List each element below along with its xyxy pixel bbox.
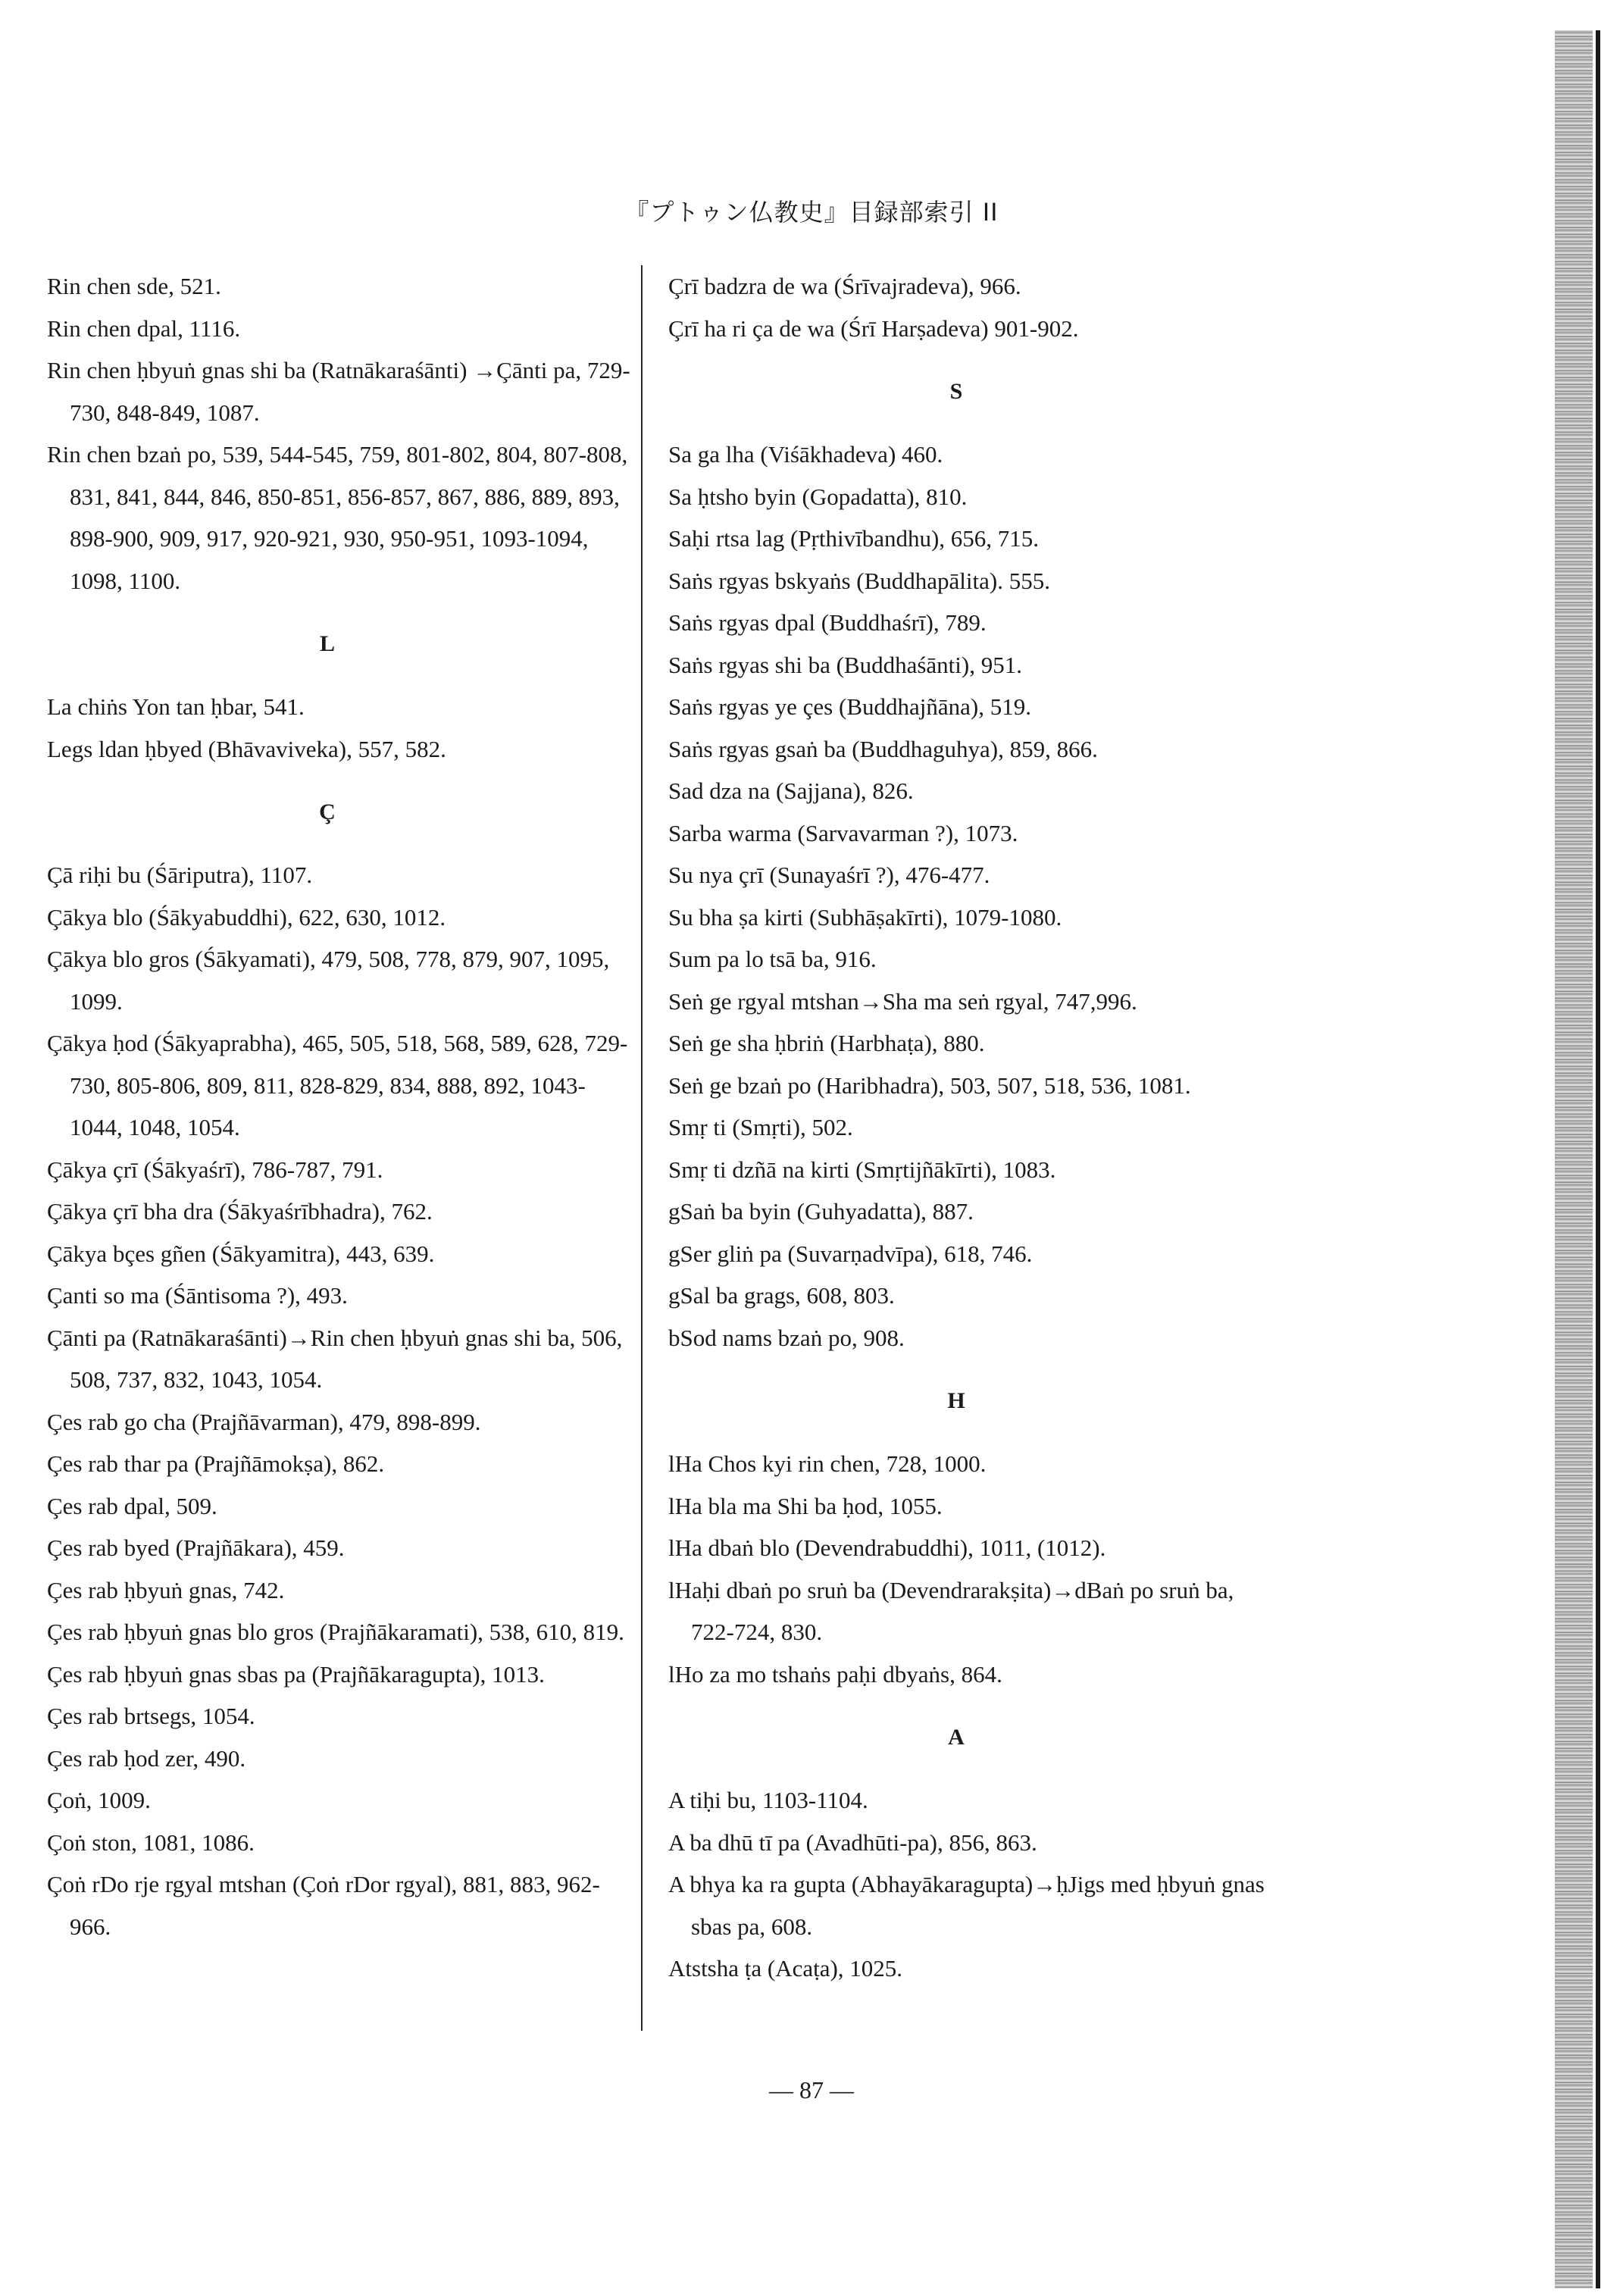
index-entry: Çākya çrī (Śākyaśrī), 786-787, 791. [47,1156,383,1183]
index-entry: Çes rab brtsegs, 1054. [47,1703,255,1729]
index-entry: gSer gliṅ pa (Suvarṇadvīpa), 618, 746. [668,1240,1033,1267]
index-entry: Çoṅ rDo rje rgyal mtshan (Çoṅ rDor rgyal), 881, 883, 962-966. [47,1871,600,1940]
index-entry: lHa Chos kyi rin chen, 728, 1000. [668,1450,987,1477]
index-section-letter: H [947,1388,965,1413]
index-entry: A bhya ka ra gupta (Abhayākaragupta)→ḥJigs med ḥbyuṅ gnas sbas pa, 608. [668,1871,1265,1940]
index-entry: Çākya ḥod (Śākyaprabha), 465, 505, 518, 568, 589, 628, 729-730, 805-806, 809, 811, 828-829, 834, 888, 892, 1043-1044, 1048, 1054. [47,1030,628,1140]
index-section-letter: L [319,631,335,656]
index-entry: Saṅs rgyas shi ba (Buddhaśānti), 951. [668,651,1022,678]
index-entry: Çā riḥi bu (Śāriputra), 1107. [47,862,313,888]
index-entry: Saḥi rtsa lag (Pṛthivībandhu), 656, 715. [668,525,1040,552]
book-binding-edge [1555,30,1593,2288]
index-entry: Çānti pa (Ratnākaraśānti)→Rin chen ḥbyuṅ gnas shi ba, 506, 508, 737, 832, 1043, 1054. [47,1324,623,1393]
index-entry: Çes rab ḥbyuṅ gnas sbas pa (Prajñākaragupta), 1013. [47,1660,545,1688]
index-entry: Çanti so ma (Śāntisoma ?), 493. [47,1282,348,1309]
index-section-letter: S [949,379,963,404]
index-entry: Saṅs rgyas dpal (Buddhaśrī), 789. [668,609,987,636]
index-column-left [47,265,630,1947]
index-entry: Çākya bçes gñen (Śākyamitra), 443, 639. [47,1240,435,1267]
index-entry: Smṛ ti dzñā na kirti (Smṛtijñākīrti), 1083. [668,1156,1056,1183]
index-entry: Rin chen ḥbyuṅ gnas shi ba (Ratnākaraśānti) →Çānti pa, 729-730, 848-849, 1087. [47,357,630,426]
index-entry: Çākya blo (Śākyabuddhi), 622, 630, 1012. [47,903,446,931]
index-entry: Çes rab ḥod zer, 490. [47,1744,246,1772]
index-entry: Çrī ha ri ça de wa (Śrī Harṣadeva) 901-902. [668,314,1079,342]
index-entry: Çrī badzra de wa (Śrīvajradeva), 966. [668,273,1021,299]
index-entry: Legs ldan ḥbyed (Bhāvaviveka), 557, 582. [47,735,446,762]
index-entry: Çoṅ, 1009. [47,1787,151,1813]
index-entry: Çes rab byed (Prajñākara), 459. [47,1534,345,1561]
index-entry: Sa ga lha (Viśākhadeva) 460. [668,441,943,468]
index-entry: Smṛ ti (Smṛti), 502. [668,1114,853,1140]
index-entry: Sum pa lo tsā ba, 916. [668,946,877,972]
index-entry: gSal ba grags, 608, 803. [668,1282,895,1309]
index-entry: Sarba warma (Sarvavarman ?), 1073. [668,819,1018,846]
index-entry: Çes rab ḥbyuṅ gnas blo gros (Prajñākaramati), 538, 610, 819. [47,1619,624,1645]
index-entry: lHa bla ma Shi ba ḥod, 1055. [668,1492,943,1519]
index-entry: bSod nams bzaṅ po, 908. [668,1324,905,1351]
index-entry: A tiḥi bu, 1103-1104. [668,1787,868,1813]
index-entry: Çākya çrī bha dra (Śākyaśrībhadra), 762. [47,1198,433,1225]
index-entry: La chiṅs Yon tan ḥbar, 541. [47,693,305,720]
index-entry: Atstsha ṭa (Acaṭa), 1025. [668,1955,903,1982]
index-section-letter: A [948,1725,965,1750]
page-number: — 87 — [769,2076,854,2104]
index-entry: Çākya blo gros (Śākyamati), 479, 508, 778, 879, 907, 1095, 1099. [47,946,610,1015]
index-entry: Çes rab dpal, 509. [47,1492,217,1519]
index-entry: Çoṅ ston, 1081, 1086. [47,1828,255,1856]
index-entry: lHaḥi dbaṅ po sruṅ ba (Devendrarakṣita)→dBaṅ po sruṅ ba, 722-724, 830. [668,1576,1234,1645]
index-entry: lHa dbaṅ blo (Devendrabuddhi), 1011, (1012). [668,1534,1106,1561]
index-entry: Seṅ ge rgyal mtshan→Sha ma seṅ rgyal, 747,996. [668,987,1137,1015]
index-column-right [668,265,1267,1990]
index-entry: Çes rab go cha (Prajñāvarman), 479, 898-899. [47,1408,481,1435]
index-entry: Sad dza na (Sajjana), 826. [668,777,914,804]
index-section-letter: Ç [319,799,336,824]
index-entry: lHo za mo tshaṅs paḥi dbyaṅs, 864. [668,1660,1002,1688]
running-header: 『プトゥン仏教史』目録部索引 II [624,198,999,227]
index-entry: Su nya çrī (Sunayaśrī ?), 476-477. [668,862,990,888]
index-entry: Seṅ ge bzaṅ po (Haribhadra), 503, 507, 518, 536, 1081. [668,1071,1191,1099]
index-entry: gSaṅ ba byin (Guhyadatta), 887. [668,1198,974,1225]
index-entry: Rin chen sde, 521. [47,273,221,299]
book-spine-shadow [1596,30,1600,2288]
index-entry: Rin chen bzaṅ po, 539, 544-545, 759, 801-802, 804, 807-808, 831, 841, 844, 846, 850-851, 856-857, 867, 886, 889, 893, 898-900, 909, 917, 920-921, 930, 950-951, 1093-1094, 1098, 1100. [47,441,628,594]
index-entry: Saṅs rgyas ye çes (Buddhajñāna), 519. [668,693,1031,720]
column-divider [641,265,643,2031]
index-entry: A ba dhū tī pa (Avadhūti-pa), 856, 863. [668,1828,1037,1856]
index-entry: Rin chen dpal, 1116. [47,314,241,342]
index-entry: Seṅ ge sha ḥbriṅ (Harbhaṭa), 880. [668,1030,985,1056]
index-entry: Saṅs rgyas gsaṅ ba (Buddhaguhya), 859, 866. [668,735,1098,762]
index-entry: Sa ḥtsho byin (Gopadatta), 810. [668,483,968,510]
index-entry: Saṅs rgyas bskyaṅs (Buddhapālita). 555. [668,567,1050,594]
index-entry: Su bha ṣa kirti (Subhāṣakīrti), 1079-1080. [668,903,1062,931]
index-entry: Çes rab thar pa (Prajñāmokṣa), 862. [47,1450,385,1477]
index-entry: Çes rab ḥbyuṅ gnas, 742. [47,1576,285,1603]
